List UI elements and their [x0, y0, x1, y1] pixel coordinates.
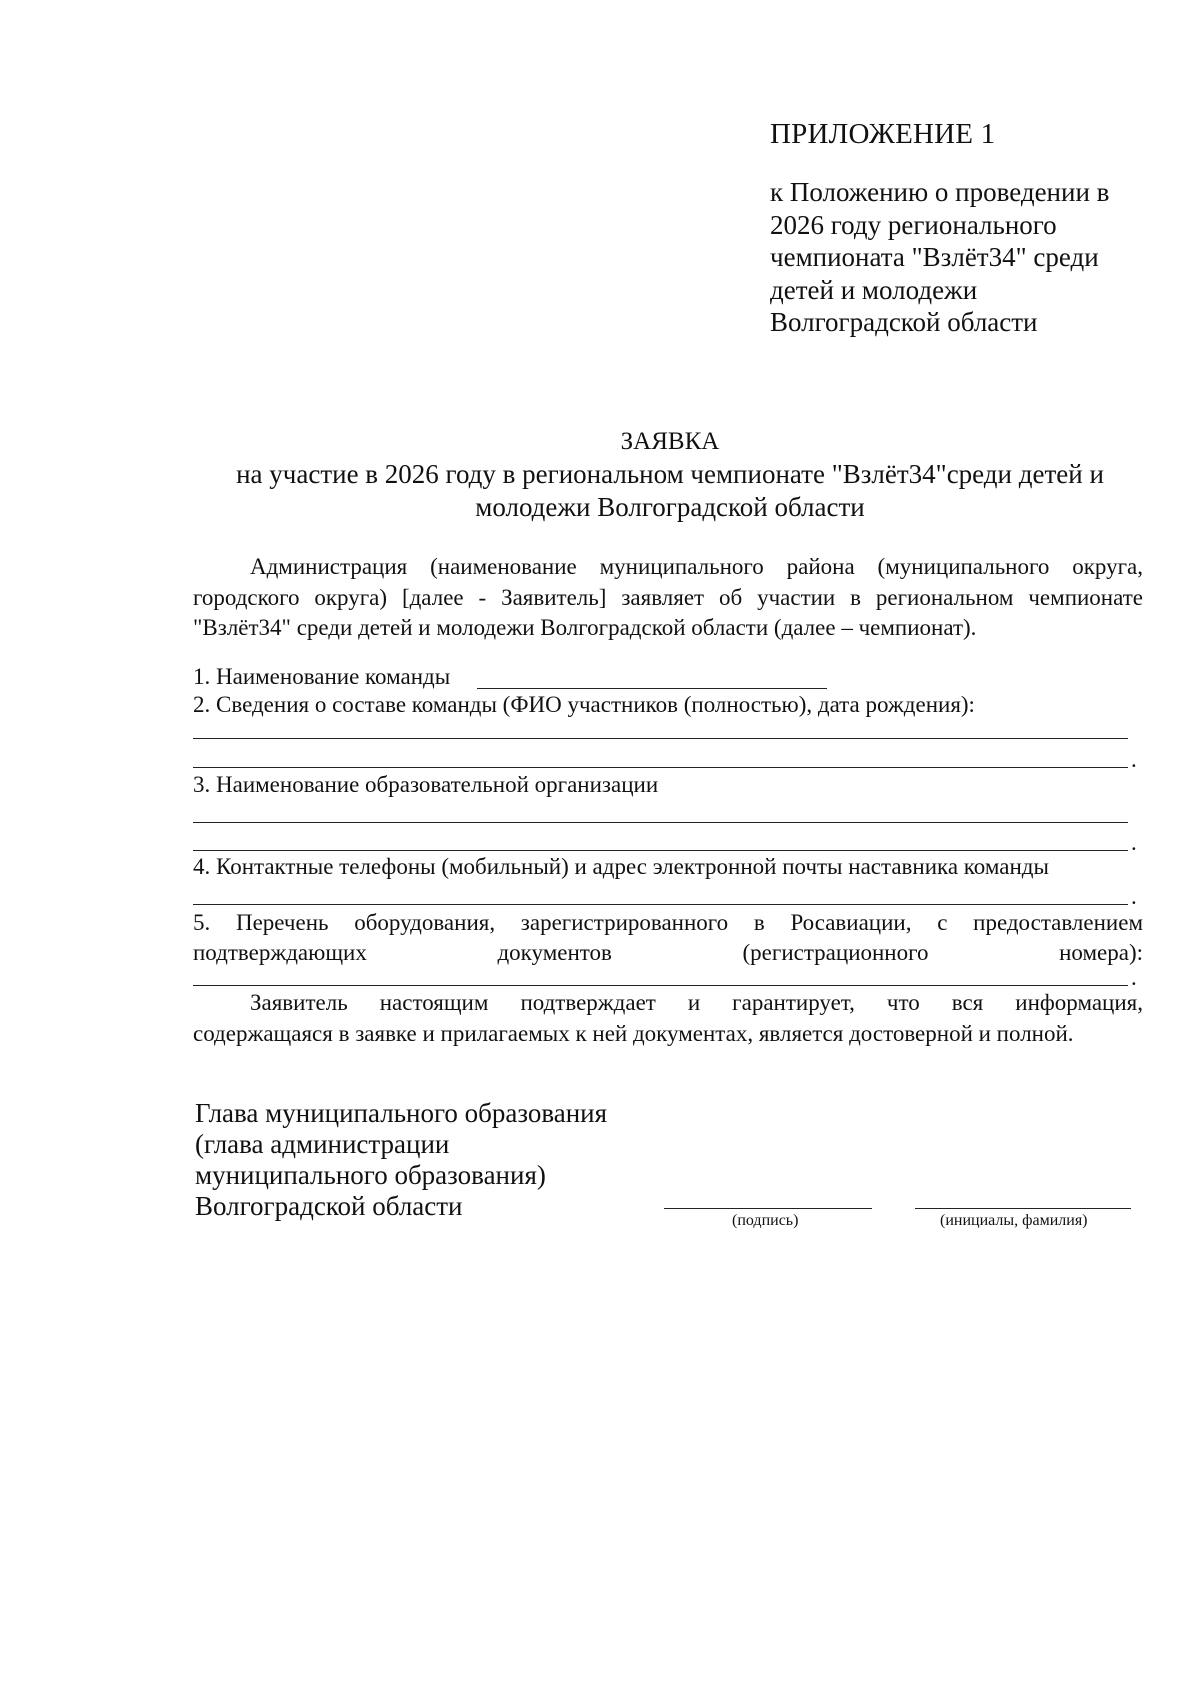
- signature-caption: (подпись): [732, 1212, 799, 1229]
- signer-title-line: Глава муниципального образования: [195, 1098, 608, 1128]
- item-team-members-label: 2. Сведения о составе команды (ФИО участников (полностью), дата рождения):: [193, 692, 975, 717]
- appendix-reference-line: детей и молодежи: [770, 274, 978, 305]
- item-contacts-label: 4. Контактные телефоны (мобильный) и адрес электронной почты наставника команды: [193, 854, 1049, 879]
- equipment-field-line[interactable]: [193, 985, 1128, 986]
- signer-title: [195, 1098, 607, 1222]
- item-organization-label: 3. Наименование образовательной организации: [193, 772, 659, 797]
- signer-title-line: (глава администрации: [195, 1129, 450, 1159]
- line-end-mark: .: [1131, 965, 1137, 990]
- appendix-reference-line: чемпионата "Взлёт34" среди: [770, 242, 1099, 272]
- intro-line: "Взлёт34" среди детей и молодежи Волгоградской области (далее – чемпионат).: [193, 615, 977, 640]
- initials-surname-field[interactable]: [915, 1208, 1131, 1209]
- document-title: ЗАЯВКА: [620, 428, 720, 455]
- document-subtitle-line: на участие в 2026 году в региональном чемпионате "Взлёт34"среди детей и: [236, 459, 1104, 489]
- intro-line: городского округа) [далее - Заявитель] заявляет об участии в региональном чемпионате: [193, 585, 1143, 610]
- appendix-reference-line: к Положению о проведении в: [770, 177, 1110, 207]
- signer-title-line: Волгоградской области: [195, 1191, 463, 1221]
- intro-line: Администрация (наименование муниципального района (муниципального округа,: [250, 554, 1143, 579]
- line-end-mark: .: [1131, 830, 1137, 855]
- line-end-mark: .: [1131, 747, 1137, 772]
- team-members-field-line[interactable]: [193, 767, 1128, 768]
- organization-field-line[interactable]: [193, 822, 1128, 823]
- initials-surname-caption: (инициалы, фамилия): [940, 1212, 1088, 1229]
- team-members-field-line[interactable]: [193, 738, 1128, 739]
- document-subtitle-line: молодежи Волгоградской области: [475, 492, 865, 522]
- appendix-reference-line: 2026 году регионального: [770, 209, 1057, 240]
- item-equipment-label: 5. Перечень оборудования, зарегистрированного в Росавиации, с предоставлением: [193, 910, 1143, 935]
- appendix-reference-line: Волгоградской области: [770, 307, 1038, 337]
- signature-field[interactable]: [664, 1208, 872, 1209]
- contacts-field-line[interactable]: [193, 904, 1128, 905]
- guarantee-line: содержащаяся в заявке и прилагаемых к ней документах, является достоверной и полной.: [193, 1021, 1074, 1046]
- item-equipment-label: подтверждающих документов (регистрационного номера):: [193, 940, 1143, 965]
- guarantee-line: Заявитель настоящим подтверждает и гарантирует, что вся информация,: [250, 990, 1143, 1015]
- appendix-reference: [770, 176, 1109, 339]
- appendix-title: ПРИЛОЖЕНИЕ 1: [770, 118, 996, 150]
- team-name-field[interactable]: [477, 688, 827, 689]
- signer-title-line: муниципального образования): [195, 1160, 546, 1190]
- item-team-name-label: 1. Наименование команды: [193, 664, 451, 689]
- organization-field-line[interactable]: [193, 850, 1128, 851]
- document-subtitle: [0, 458, 1200, 524]
- line-end-mark: .: [1131, 884, 1137, 909]
